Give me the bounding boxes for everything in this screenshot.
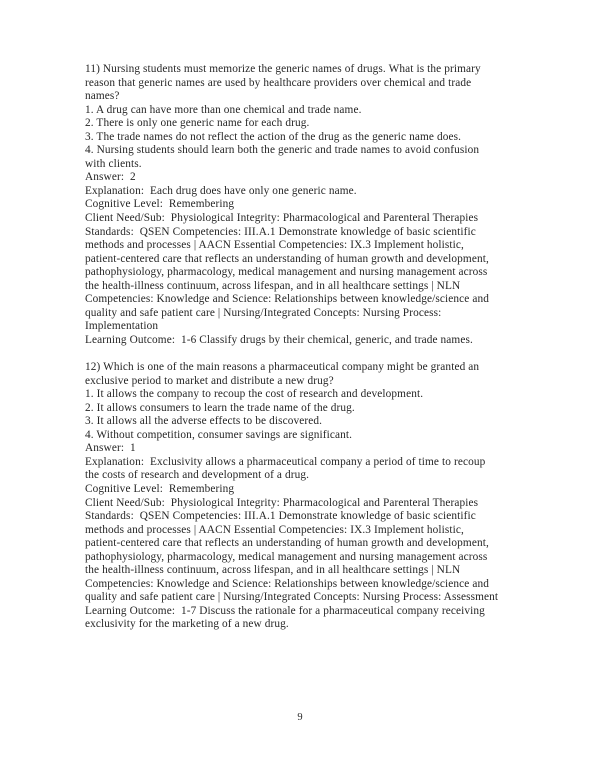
text-line: exclusive period to market and distribute a new drug?: [85, 374, 334, 387]
text-line: 12) Which is one of the main reasons a pharmaceutical company might be granted an: [85, 361, 480, 374]
text-line: Answer: 2: [85, 171, 136, 184]
text-line: with clients.: [85, 157, 142, 170]
text-line: Explanation: Exclusivity allows a pharmaceutical company a period of time to recoup: [85, 455, 486, 468]
text-line: the health-illness continuum, across lifespan, and in all healthcare settings | NLN: [85, 564, 461, 577]
text-line: pathophysiology, pharmacology, medical management and nursing management across: [85, 550, 488, 563]
text-line: 1. It allows the company to recoup the cost of research and development.: [85, 388, 424, 401]
text-line: patient-centered care that reflects an understanding of human growth and development,: [85, 252, 489, 265]
text-line: Answer: 1: [85, 442, 136, 455]
question-block: [85, 361, 503, 632]
text-line: Competencies: Knowledge and Science: Relationships between knowledge/science and: [85, 293, 489, 306]
text-line: Client Need/Sub: Physiological Integrity: Pharmacological and Parenteral Therapies: [85, 212, 479, 225]
text-line: 4. Nursing students should learn both the generic and trade names to avoid confusion: [85, 144, 480, 157]
text-line: Cognitive Level: Remembering: [85, 482, 235, 495]
text-line: patient-centered care that reflects an understanding of human growth and development,: [85, 537, 489, 550]
page-number: 9: [297, 712, 303, 723]
text-line: Explanation: Each drug does have only one generic name.: [85, 184, 357, 197]
question-block: [85, 63, 503, 347]
text-line: 2. It allows consumers to learn the trade name of the drug.: [85, 401, 355, 414]
text-line: quality and safe patient care | Nursing/Integrated Concepts: Nursing Process:: [85, 306, 442, 319]
text-line: 11) Nursing students must memorize the generic names of drugs. What is the primary: [85, 63, 481, 75]
text-line: 2. There is only one generic name for each drug.: [85, 117, 310, 130]
page-body-text: [85, 63, 503, 632]
text-line: Cognitive Level: Remembering: [85, 198, 235, 211]
text-line: 3. It allows all the adverse effects to be discovered.: [85, 415, 323, 428]
text-line: Implementation: [85, 320, 159, 333]
text-line: Standards: QSEN Competencies: III.A.1 Demonstrate knowledge of basic scientific: [85, 225, 476, 238]
text-line: methods and processes | AACN Essential Competencies: IX.3 Implement holistic,: [85, 523, 464, 536]
text-line: 3. The trade names do not reflect the action of the drug as the generic name does.: [85, 130, 462, 143]
text-line: 1. A drug can have more than one chemical and trade name.: [85, 103, 362, 116]
text-line: Standards: QSEN Competencies: III.A.1 Demonstrate knowledge of basic scientific: [85, 510, 476, 523]
text-line: reason that generic names are used by healthcare providers over chemical and trade: [85, 76, 472, 89]
text-line: exclusivity for the marketing of a new drug.: [85, 618, 289, 631]
text-line: Competencies: Knowledge and Science: Relationships between knowledge/science and: [85, 577, 489, 590]
text-line: Client Need/Sub: Physiological Integrity: Pharmacological and Parenteral Therapies: [85, 496, 479, 509]
text-line: methods and processes | AACN Essential Competencies: IX.3 Implement holistic,: [85, 239, 464, 252]
text-line: the costs of research and development of a drug.: [85, 469, 310, 482]
text-line: quality and safe patient care | Nursing/Integrated Concepts: Nursing Process: Assessment: [85, 591, 499, 604]
text-line: Learning Outcome: 1-7 Discuss the rationale for a pharmaceutical company receiving: [85, 604, 485, 617]
text-line: names?: [85, 90, 120, 103]
text-line: 4. Without competition, consumer savings are significant.: [85, 428, 353, 441]
text-line: pathophysiology, pharmacology, medical management and nursing management across: [85, 266, 488, 279]
text-line: Learning Outcome: 1-6 Classify drugs by their chemical, generic, and trade names.: [85, 333, 473, 346]
text-line: the health-illness continuum, across lifespan, and in all healthcare settings | NLN: [85, 279, 461, 292]
